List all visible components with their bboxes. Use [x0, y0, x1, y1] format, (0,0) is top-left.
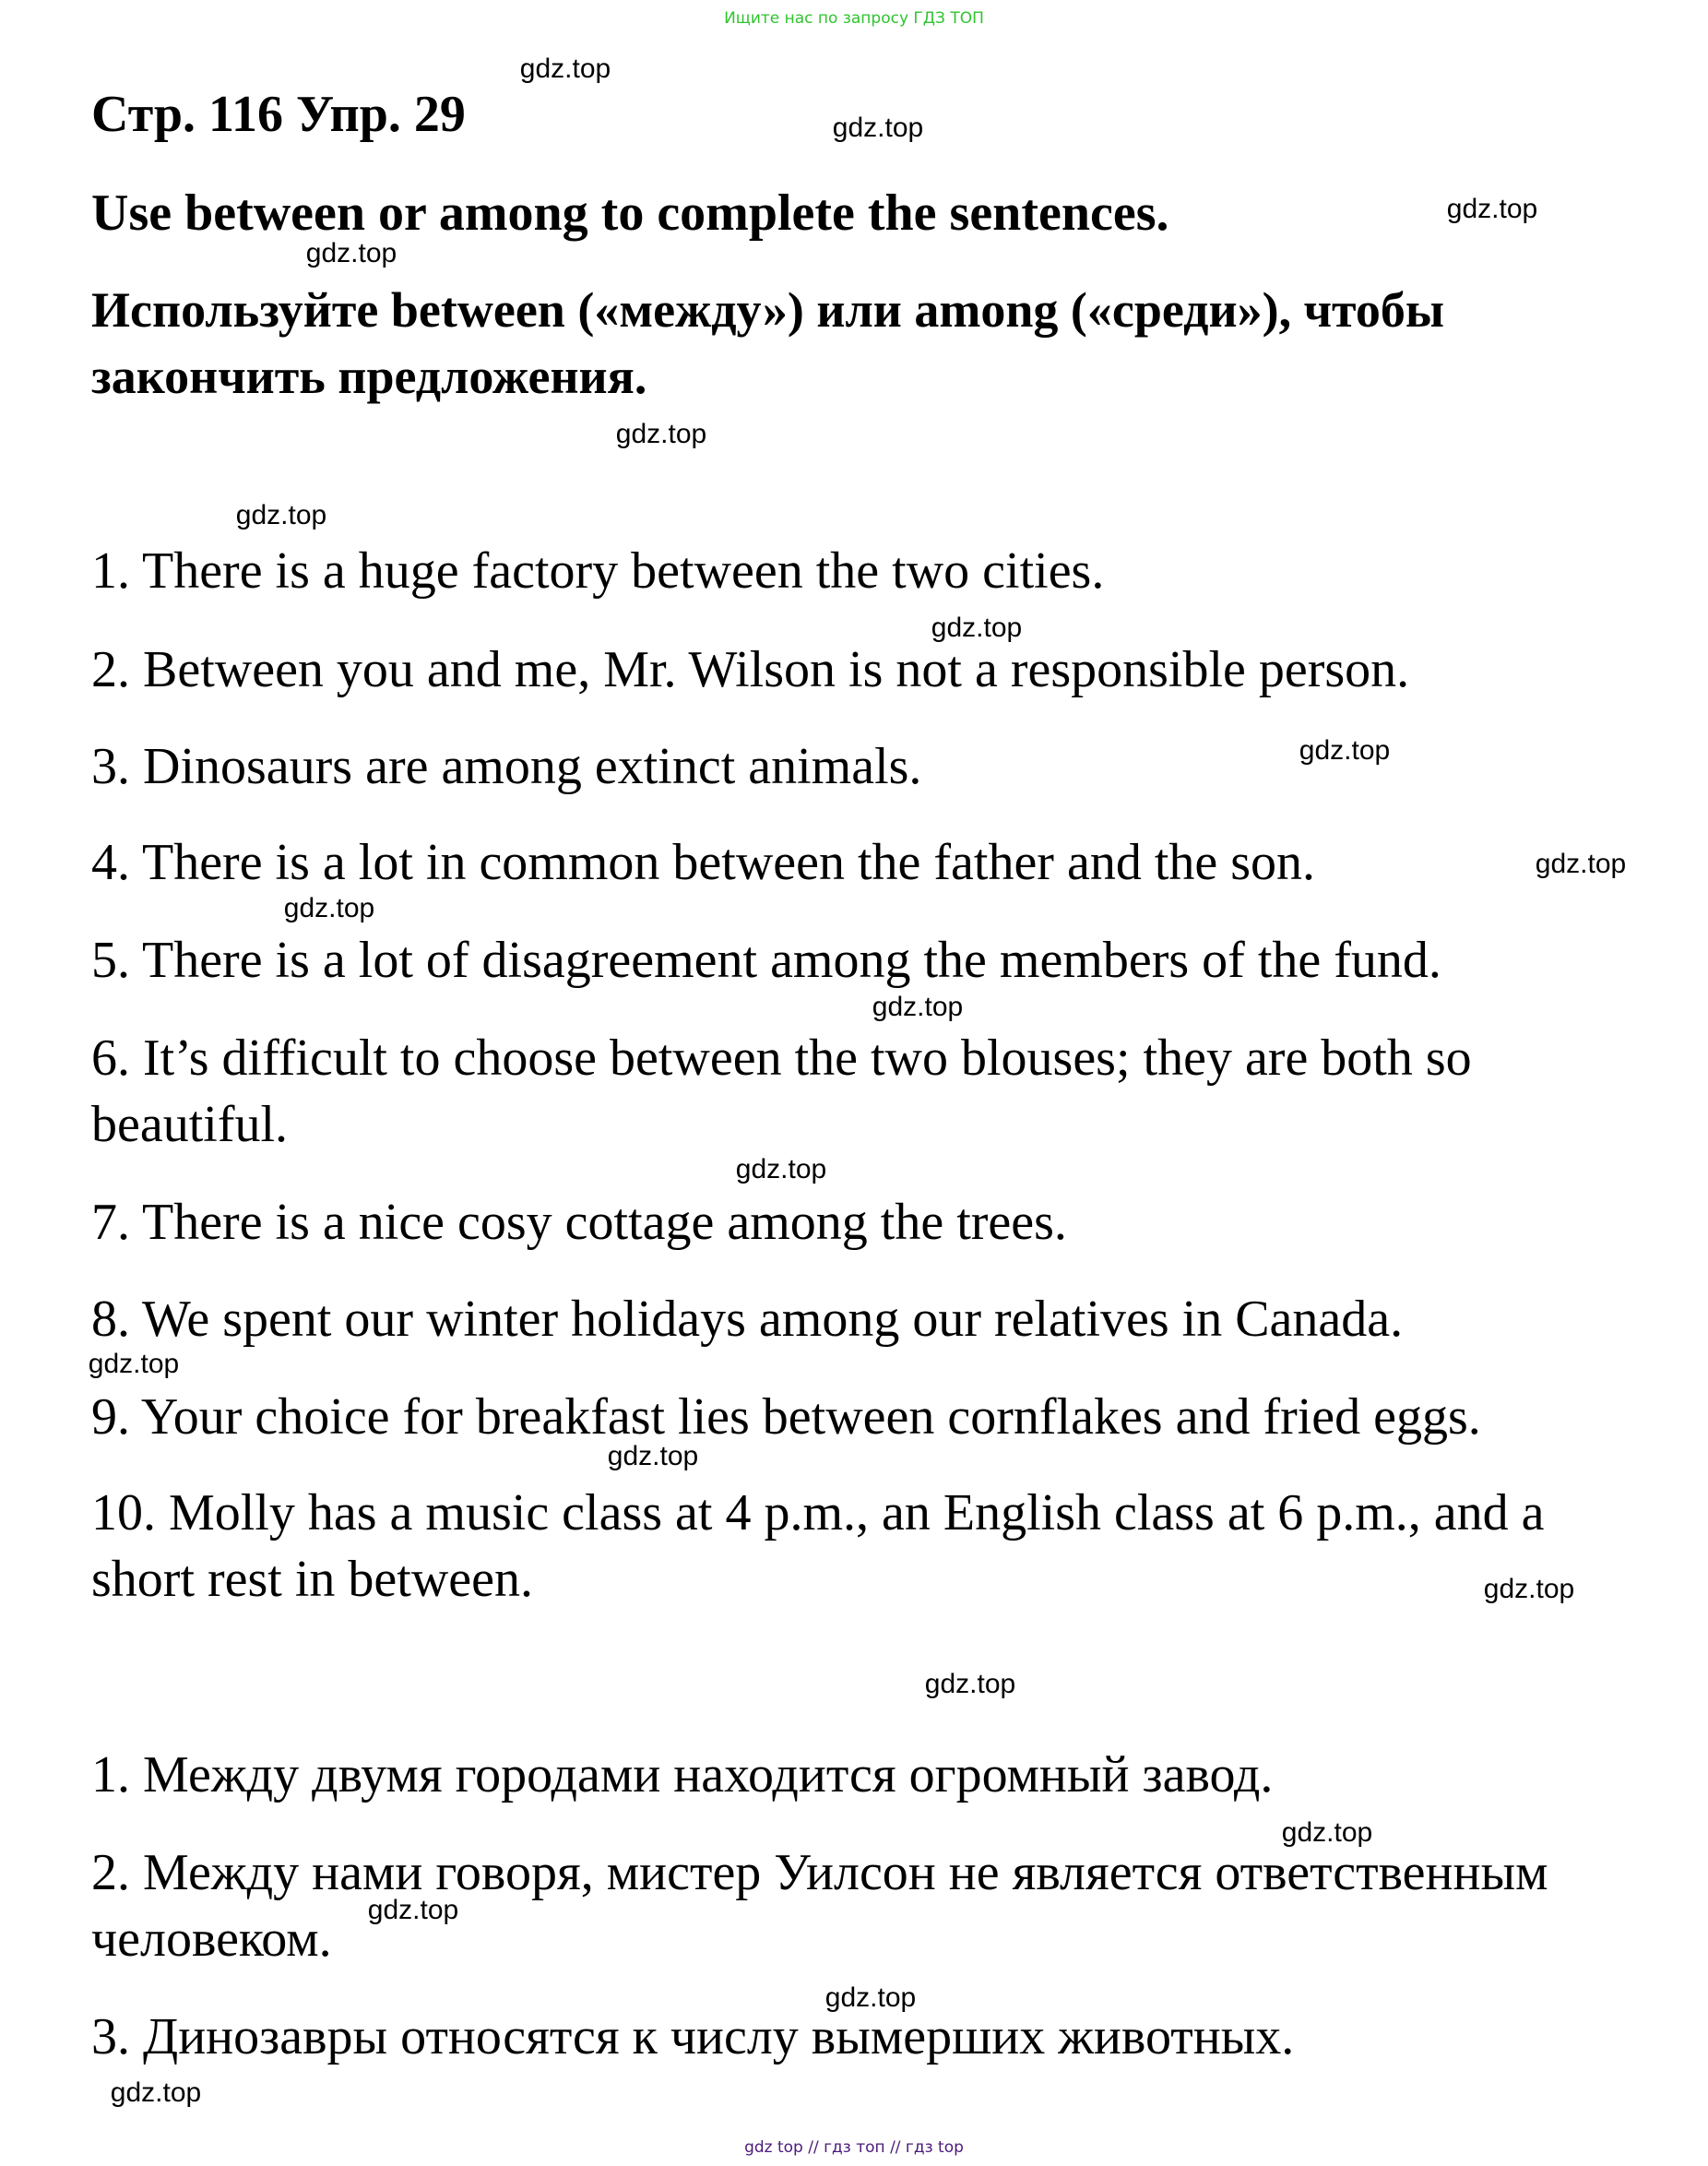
watermark: gdz.top	[283, 893, 375, 923]
answer-en-6-line-1: 6. It’s difficult to choose between the two blouses; they are both so	[91, 1029, 1472, 1087]
watermark: gdz.top	[1281, 1817, 1373, 1848]
watermark: gdz.top	[615, 419, 707, 449]
answer-ru-1: 1. Между двумя городами находится огромный завод.	[91, 1746, 1274, 1803]
watermark: gdz.top	[235, 500, 327, 530]
answer-en-2: 2. Between you and me, Mr. Wilson is not a responsible person.	[91, 641, 1410, 698]
watermark: gdz.top	[1299, 735, 1391, 766]
answer-en-1: 1. There is a huge factory between the two cities.	[91, 542, 1105, 600]
answer-ru-3: 3. Динозавры относятся к числу вымерших животных.	[91, 2008, 1295, 2065]
instruction-russian-line-2: закончить предложения.	[91, 349, 647, 404]
watermark: gdz.top	[1535, 849, 1627, 879]
watermark: gdz.top	[924, 1669, 1016, 1699]
answer-en-10-line-1: 10. Molly has a music class at 4 p.m., an English class at 6 p.m., and a	[91, 1484, 1545, 1541]
top-banner-link[interactable]: Ищите нас по запросу ГДЗ ТОП	[724, 9, 984, 28]
answer-en-10-line-2: short rest in between.	[91, 1551, 533, 1608]
watermark: gdz.top	[305, 238, 397, 268]
answer-en-4: 4. There is a lot in common between the father and the son.	[91, 834, 1316, 891]
answer-en-7: 7. There is a nice cosy cottage among the trees.	[91, 1194, 1067, 1251]
watermark: gdz.top	[735, 1154, 827, 1184]
watermark: gdz.top	[1446, 194, 1538, 224]
instruction-english: Use between or among to complete the sentences.	[91, 184, 1169, 242]
watermark: gdz.top	[519, 54, 611, 84]
answer-en-3: 3. Dinosaurs are among extinct animals.	[91, 738, 922, 795]
watermark: gdz.top	[367, 1895, 459, 1925]
watermark: gdz.top	[607, 1441, 699, 1471]
watermark: gdz.top	[832, 113, 924, 143]
watermark: gdz.top	[931, 613, 1023, 643]
watermark: gdz.top	[872, 992, 964, 1022]
answer-ru-2-line-1: 2. Между нами говоря, мистер Уилсон не является ответственным	[91, 1844, 1548, 1901]
answer-en-5: 5. There is a lot of disagreement among the members of the fund.	[91, 932, 1441, 989]
page-title: Стр. 116 Упр. 29	[91, 86, 466, 143]
answer-en-6-line-2: beautiful.	[91, 1096, 289, 1153]
answer-en-9: 9. Your choice for breakfast lies between cornflakes and fried eggs.	[91, 1388, 1481, 1446]
watermark: gdz.top	[824, 1982, 917, 2013]
bottom-banner-link[interactable]: gdz top // гдз топ // гдз top	[744, 2138, 964, 2157]
instruction-russian-line-1: Используйте between («между») или among («среди»), чтобы	[91, 282, 1444, 338]
answer-en-8: 8. We spent our winter holidays among our relatives in Canada.	[91, 1291, 1404, 1348]
watermark: gdz.top	[110, 2077, 202, 2108]
watermark: gdz.top	[88, 1349, 180, 1379]
watermark: gdz.top	[1483, 1574, 1575, 1604]
answer-ru-2-line-2: человеком.	[91, 1910, 332, 1968]
